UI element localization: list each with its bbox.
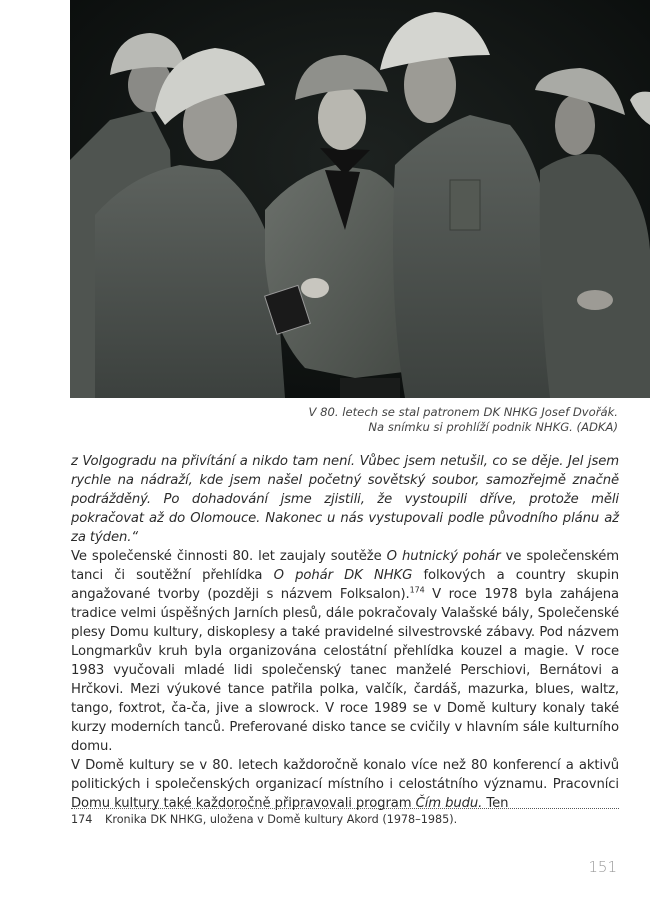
footnote-reference[interactable]: 174	[409, 585, 425, 595]
footnote-text: Kronika DK NHKG, uložena v Domě kultury Akord (1978–1985).	[105, 813, 458, 826]
photograph	[70, 0, 650, 398]
caption-line-2: Na snímku si prohlíží podnik NHKG. (ADKA)	[368, 420, 618, 434]
photo-caption	[78, 405, 618, 435]
p3-title-cim-budu: Čím budu.	[415, 796, 483, 811]
paragraph-social-activities	[71, 547, 619, 756]
footnote	[71, 813, 619, 827]
caption-line-1: V 80. letech se stal patronem DK NHKG Josef Dvořák.	[308, 405, 618, 419]
p2-title-pohar-dk-nhkg: O pohár DK NHKG	[273, 568, 413, 583]
paragraph-conferences	[71, 756, 619, 813]
body-text	[71, 452, 619, 813]
p2-text-4: V roce 1978 byla zahájena tradice velmi úspěšných Jarních plesů, dále pokračovaly Valašské bály, Společenské plesy Domu kultury, diskoplesy a také pravidelné silvestrovské zábavy. Pod názvem Longmarkův kruh byla organizována celostátní přehlídka kouzel a magie. V roce 1983 vyučovali mladé lidi společenský tanec manželé Perschiovi, Bernátovi a Hrčkovi. Mezi výukové tance patřila polka, valčík, čardáš, mazurka, blues, waltz, tango, foxtrot, ča-ča, jive a slowrock. V roce 1989 se v Domě kultury konaly také kurzy moderních tanců. Preferované disko tance se cvičily v hlavním sále kulturního domu.	[71, 587, 619, 754]
p2-title-hutnicky-pohar: O hutnický pohár	[386, 549, 501, 564]
p2-text-3: folkových a country skupin angažované tvorby (později s názvem Folksalon).	[71, 568, 619, 602]
page-number: 151	[588, 858, 617, 876]
p3-text-2: Ten	[482, 796, 509, 811]
p3-text-1: V Domě kultury se v 80. letech každoročně konalo více než 80 konferencí a aktivů politických i společenských organizací místního i celostátního významu. Pracovníci Domu kultury také každoročně připravovali program	[71, 758, 619, 811]
footnote-divider	[71, 808, 619, 809]
p2-text-2: ve společenském tanci či soutěžní přehlídka	[71, 549, 619, 583]
footnote-number: 174	[71, 813, 93, 826]
quote-paragraph: z Volgogradu na přivítání a nikdo tam není. Vůbec jsem netušil, co se děje. Jel jsem rychle na nádraží, kde jsem našel početný sovětský soubor, samozřejmě značně podrážděný. Po dohadování jsme zjistili, že vystoupili dříve, protože měli pokračovat až do Olomouce. Nakonec u nás vystupovali podle původního plánu až za týden.“	[71, 454, 619, 545]
photo-workers-hardhats	[70, 0, 650, 398]
p2-text-1: Ve společenské činnosti 80. let zaujaly soutěže	[71, 549, 387, 564]
